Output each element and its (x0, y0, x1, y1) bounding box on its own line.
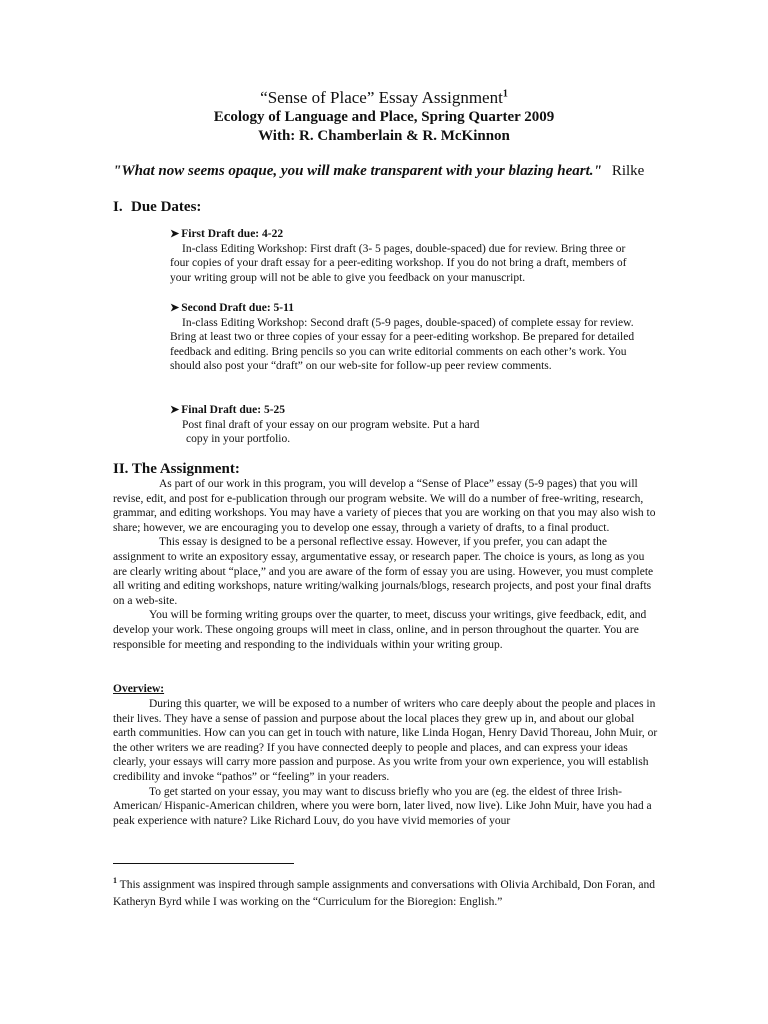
document-title: “Sense of Place” Essay Assignment$^1$ (260, 88, 508, 107)
paragraph: During this quarter, we will be exposed to a number of writers who care deeply about the people and places in their lives. They have a sense of passion and purpose about the local places they grew up in, and about our global earth communities. How can you can get in touch with nature, like Linda Hogan, Henry David Thoreau, John Muir, or the other writers we are reading? If you have connected deeply to people and places, and can express your ideas clearly, your essays will carry more passion and purpose. As you write from your own experience, you will establish credibility and invoke “pathos” or “feeling” in your readers. (113, 698, 658, 783)
due-item-second-draft (170, 301, 640, 374)
paragraph: As part of our work in this program, you will develop a “Sense of Place” essay (5-9 pages) that you will revise, edit, and post for e-publication through our program website. We will do a number of free-writing, research, grammar, and editing workshops. You may have a variety of pieces that you are working on that you may also wish to share; however, we are encouraging you to develop one essay, through a variety of drafts, to a final product. (113, 478, 656, 534)
due-item-body-line2: copy in your portfolio. (186, 433, 291, 446)
title-footnote-mark: 1 (502, 88, 508, 100)
overview-heading: Overview: (113, 683, 165, 695)
arrow-bullet-icon: ➤ (170, 302, 180, 314)
section-heading-assignment (113, 461, 240, 478)
due-item-body-line1: Post final draft of your essay on our program website. Put a hard (182, 418, 480, 431)
due-item-body: In-class Editing Workshop: First draft (3- 5 pages, double-spaced) due for review. Bring three or four copies of your draft essay for a peer-editing workshop. If you do not bring a draft, members of your writing group will not be able to give you feedback on your manuscript. (170, 242, 627, 284)
footnote-mark: 1 (113, 876, 117, 885)
paragraph: To get started on your essay, you may want to discuss briefly who you are (eg. the eldest of three Irish-American/ Hispanic-American children, where you were born, later lived, now live). Like John Muir, have you had a peak experience with nature? Like Richard Louv, do you have vivid memories of your (113, 785, 652, 827)
arrow-bullet-icon: ➤ (170, 404, 180, 416)
footnote-text: This assignment was inspired through sample assignments and conversations with Olivia Archibald, Don Foran, and Katheryn Byrd while I was working on the “Curriculum for the Bioregion: English.” (113, 878, 655, 908)
footnote-divider (113, 863, 294, 864)
overview-body (113, 697, 658, 828)
due-item-title: ➤ Final Draft due: 5-25 (170, 404, 286, 416)
footnote (113, 872, 658, 911)
epigraph (113, 163, 644, 180)
due-item-final-draft (170, 403, 640, 447)
due-item-title: ➤ First Draft due: 4-22 (170, 228, 284, 240)
epigraph-author: Rilke (611, 163, 645, 179)
paragraph: This essay is designed to be a personal reflective essay. However, if you prefer, you can adapt the assignment to write an expository essay, argumentative essay, or research paper. The choice is yours, as long as you are clearly writing about “place,” and you are aware of the form of essay you are using. However, you must complete all writing and editing workshops, nature writing/walking journals/blogs, research projects, and post your final drafts on a web-site. (113, 536, 654, 607)
section-heading-due-dates (113, 199, 201, 216)
paragraph: You will be forming writing groups over the quarter, to meet, discuss your writings, give feedback, edit, and develop your work. These ongoing groups will meet in class, online, and in person throughout the quarter. You are responsible for meeting and responding to the individuals within your writing group. (113, 609, 647, 651)
section-number: I. (113, 199, 123, 215)
course-name: Ecology of Language and Place, Spring Quarter 2009 (213, 109, 555, 125)
due-item-body: In-class Editing Workshop: Second draft (5-9 pages, double-spaced) of complete essay for review. Bring at least two or three copies of your essay for a peer-editing workshop. Be prepared for detailed feedback and editing. Bring pencils so you can write editorial comments on each other’s work. You should also post your “draft” on our web-site for follow-up peer review comments. (170, 316, 635, 373)
section-title: The Assignment: (131, 461, 240, 477)
arrow-bullet-icon: ➤ (170, 228, 180, 240)
due-item-first-draft (170, 227, 640, 285)
document-header (0, 88, 768, 146)
instructors-line: With: R. Chamberlain & R. McKinnon (258, 128, 510, 144)
due-item-title: ➤ Second Draft due: 5-11 (170, 302, 294, 314)
epigraph-text: "What now seems opaque, you will make transparent with your blazing heart." (113, 163, 602, 179)
section-number: II. (113, 461, 129, 477)
assignment-body (113, 477, 658, 652)
section-title: Due Dates: (131, 199, 202, 215)
